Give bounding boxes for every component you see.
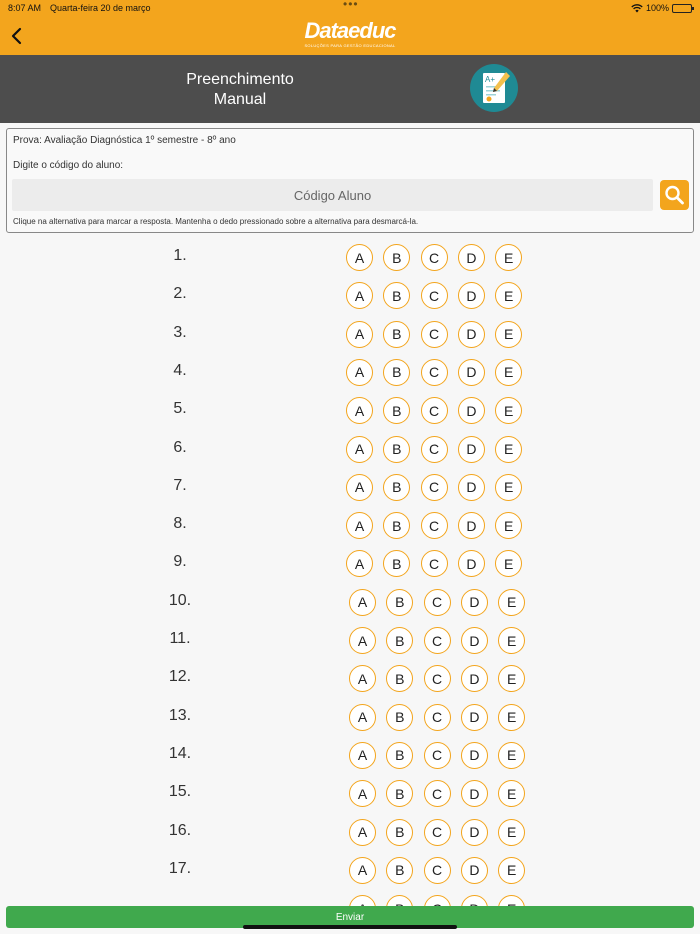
option-d-button[interactable]: D xyxy=(458,436,485,463)
option-d-button[interactable]: D xyxy=(458,244,485,271)
option-e-button[interactable]: E xyxy=(495,397,522,424)
send-button[interactable]: Enviar xyxy=(6,906,694,928)
answer-options xyxy=(349,704,525,731)
question-row xyxy=(0,623,700,661)
student-code-label: Digite o código do aluno: xyxy=(13,160,124,171)
answer-sheet[interactable] xyxy=(0,240,700,900)
option-c-button[interactable]: C xyxy=(424,627,451,654)
option-c-button[interactable]: C xyxy=(424,742,451,769)
option-a-button[interactable]: A xyxy=(346,397,373,424)
option-a-button[interactable]: A xyxy=(349,742,376,769)
top-bar xyxy=(0,0,700,55)
option-e-button[interactable]: E xyxy=(498,780,525,807)
page-title-line2: Manual xyxy=(213,91,267,108)
option-e-button[interactable]: E xyxy=(498,742,525,769)
option-c-button[interactable]: C xyxy=(424,857,451,884)
option-c-button[interactable]: C xyxy=(424,780,451,807)
question-row xyxy=(0,585,700,623)
option-e-button[interactable]: E xyxy=(498,704,525,731)
option-b-button[interactable]: B xyxy=(386,857,413,884)
question-row xyxy=(0,317,700,355)
option-a-button[interactable]: A xyxy=(349,857,376,884)
question-row xyxy=(0,470,700,508)
answer-options xyxy=(349,589,525,616)
question-row xyxy=(0,393,700,431)
question-row xyxy=(0,508,700,546)
option-e-button[interactable]: E xyxy=(498,627,525,654)
question-row xyxy=(0,278,700,316)
option-c-button[interactable]: C xyxy=(424,589,451,616)
question-number: 17. xyxy=(168,859,192,877)
question-row xyxy=(0,432,700,470)
option-d-button[interactable]: D xyxy=(458,550,485,577)
multitasking-dots[interactable]: ••• xyxy=(343,0,359,11)
exam-name: Prova: Avaliação Diagnóstica 1º semestre - 8º ano xyxy=(13,135,236,146)
question-number: 5. xyxy=(173,400,187,418)
question-row xyxy=(0,240,700,278)
question-row xyxy=(0,738,700,776)
answer-options xyxy=(346,321,522,348)
answer-options xyxy=(346,244,522,271)
question-number: 9. xyxy=(173,553,187,571)
option-e-button[interactable]: E xyxy=(495,436,522,463)
question-number: 16. xyxy=(168,821,192,839)
option-c-button[interactable]: C xyxy=(421,397,448,424)
option-e-button[interactable]: E xyxy=(495,550,522,577)
question-row xyxy=(0,355,700,393)
question-row xyxy=(0,546,700,584)
option-c-button[interactable]: C xyxy=(421,550,448,577)
option-a-button[interactable]: A xyxy=(346,550,373,577)
option-d-button[interactable]: D xyxy=(461,857,488,884)
wifi-icon xyxy=(631,4,643,13)
question-number: 2. xyxy=(173,285,187,303)
search-button[interactable] xyxy=(660,180,689,210)
option-a-button[interactable]: A xyxy=(349,704,376,731)
option-e-button[interactable]: E xyxy=(498,665,525,692)
option-e-button[interactable]: E xyxy=(495,474,522,501)
status-right xyxy=(631,3,692,13)
page-banner xyxy=(0,55,700,123)
option-b-button[interactable]: B xyxy=(383,550,410,577)
answer-options xyxy=(349,819,525,846)
option-a-button[interactable]: A xyxy=(349,780,376,807)
option-b-button[interactable]: B xyxy=(383,397,410,424)
battery-percent: 100% xyxy=(645,3,669,13)
option-e-button[interactable]: E xyxy=(495,321,522,348)
option-a-button[interactable]: A xyxy=(346,359,373,386)
option-b-button[interactable]: B xyxy=(386,780,413,807)
test-sheet-icon xyxy=(470,64,518,112)
question-number: 8. xyxy=(173,515,187,533)
option-d-button[interactable]: D xyxy=(458,397,485,424)
back-button[interactable] xyxy=(8,26,28,46)
option-b-button[interactable]: B xyxy=(386,704,413,731)
option-d-button[interactable]: D xyxy=(461,780,488,807)
answer-options xyxy=(346,474,522,501)
option-b-button[interactable]: B xyxy=(383,282,410,309)
option-d-button[interactable]: D xyxy=(458,474,485,501)
chevron-left-icon xyxy=(8,26,28,46)
question-number: 13. xyxy=(168,706,192,724)
option-c-button[interactable]: C xyxy=(421,474,448,501)
option-d-button[interactable]: D xyxy=(458,282,485,309)
option-b-button[interactable]: B xyxy=(383,359,410,386)
question-number: 7. xyxy=(173,476,187,494)
option-d-button[interactable]: D xyxy=(461,819,488,846)
question-number: 14. xyxy=(168,744,192,762)
question-number: 12. xyxy=(168,668,192,686)
option-c-button[interactable]: C xyxy=(421,436,448,463)
option-e-button[interactable]: E xyxy=(498,819,525,846)
option-c-button[interactable]: C xyxy=(421,512,448,539)
svg-text:A+: A+ xyxy=(485,75,496,84)
answer-options xyxy=(346,512,522,539)
logo-tagline: SOLUÇÕES PARA GESTÃO EDUCACIONAL xyxy=(304,43,396,48)
page-title-line1: Preenchimento xyxy=(186,71,294,88)
answer-options xyxy=(346,359,522,386)
option-a-button[interactable]: A xyxy=(346,321,373,348)
question-row xyxy=(0,853,700,891)
option-a-button[interactable]: A xyxy=(346,436,373,463)
instructions-hint: Clique na alternativa para marcar a resposta. Mantenha o dedo pressionado sobre a alternativa para desmarcá-la. xyxy=(13,217,419,226)
option-c-button[interactable]: C xyxy=(421,321,448,348)
answer-options xyxy=(346,550,522,577)
logo-name: Dataeduc xyxy=(304,18,396,43)
option-c-button[interactable]: C xyxy=(424,819,451,846)
question-number: 4. xyxy=(173,361,187,379)
answer-options xyxy=(349,627,525,654)
option-a-button[interactable]: A xyxy=(346,282,373,309)
option-e-button[interactable]: E xyxy=(498,857,525,884)
question-number: 11. xyxy=(169,630,191,647)
option-c-button[interactable]: C xyxy=(421,244,448,271)
option-b-button[interactable]: B xyxy=(383,474,410,501)
question-number: 3. xyxy=(173,323,187,341)
answer-options xyxy=(349,780,525,807)
option-c-button[interactable]: C xyxy=(421,359,448,386)
answer-options xyxy=(349,857,525,884)
option-d-button[interactable]: D xyxy=(461,627,488,654)
answer-options xyxy=(346,436,522,463)
home-indicator xyxy=(243,925,457,929)
status-date: Quarta-feira 20 de março xyxy=(50,3,151,13)
option-d-button[interactable]: D xyxy=(461,665,488,692)
option-a-button[interactable]: A xyxy=(346,512,373,539)
option-a-button[interactable]: A xyxy=(349,819,376,846)
option-e-button[interactable]: E xyxy=(495,282,522,309)
option-b-button[interactable]: B xyxy=(386,665,413,692)
page-title xyxy=(160,70,320,110)
option-d-button[interactable]: D xyxy=(461,742,488,769)
option-b-button[interactable]: B xyxy=(386,819,413,846)
option-e-button[interactable]: E xyxy=(495,512,522,539)
option-b-button[interactable]: B xyxy=(383,321,410,348)
option-b-button[interactable]: B xyxy=(386,627,413,654)
question-number: 6. xyxy=(173,438,187,456)
answer-options xyxy=(349,742,525,769)
student-code-input[interactable] xyxy=(12,179,653,211)
dataeduc-logo xyxy=(300,20,400,48)
option-c-button[interactable]: C xyxy=(424,665,451,692)
question-number: 15. xyxy=(168,783,192,801)
exam-info-card xyxy=(6,128,694,233)
answer-options xyxy=(346,397,522,424)
status-time: 8:07 AM xyxy=(8,3,42,13)
option-c-button[interactable]: C xyxy=(424,704,451,731)
option-d-button[interactable]: D xyxy=(461,704,488,731)
option-a-button[interactable]: A xyxy=(349,665,376,692)
option-d-button[interactable]: D xyxy=(458,512,485,539)
option-a-button[interactable]: A xyxy=(349,589,376,616)
option-a-button[interactable]: A xyxy=(346,474,373,501)
option-b-button[interactable]: B xyxy=(383,512,410,539)
option-b-button[interactable]: B xyxy=(386,742,413,769)
question-row xyxy=(0,815,700,853)
option-a-button[interactable]: A xyxy=(349,627,376,654)
answer-options xyxy=(346,282,522,309)
option-b-button[interactable]: B xyxy=(383,244,410,271)
answer-options xyxy=(349,665,525,692)
option-e-button[interactable]: E xyxy=(498,589,525,616)
question-row xyxy=(0,700,700,738)
option-d-button[interactable]: D xyxy=(461,589,488,616)
option-b-button[interactable]: B xyxy=(383,436,410,463)
option-a-button[interactable]: A xyxy=(346,244,373,271)
question-row xyxy=(0,661,700,699)
option-c-button[interactable]: C xyxy=(421,282,448,309)
question-row xyxy=(0,776,700,814)
question-number: 1. xyxy=(173,247,187,264)
option-b-button[interactable]: B xyxy=(386,589,413,616)
battery-icon xyxy=(672,4,692,13)
option-e-button[interactable]: E xyxy=(495,359,522,386)
search-icon xyxy=(660,180,689,210)
question-number: 10. xyxy=(168,591,192,609)
option-d-button[interactable]: D xyxy=(458,359,485,386)
option-d-button[interactable]: D xyxy=(458,321,485,348)
option-e-button[interactable]: E xyxy=(495,244,522,271)
